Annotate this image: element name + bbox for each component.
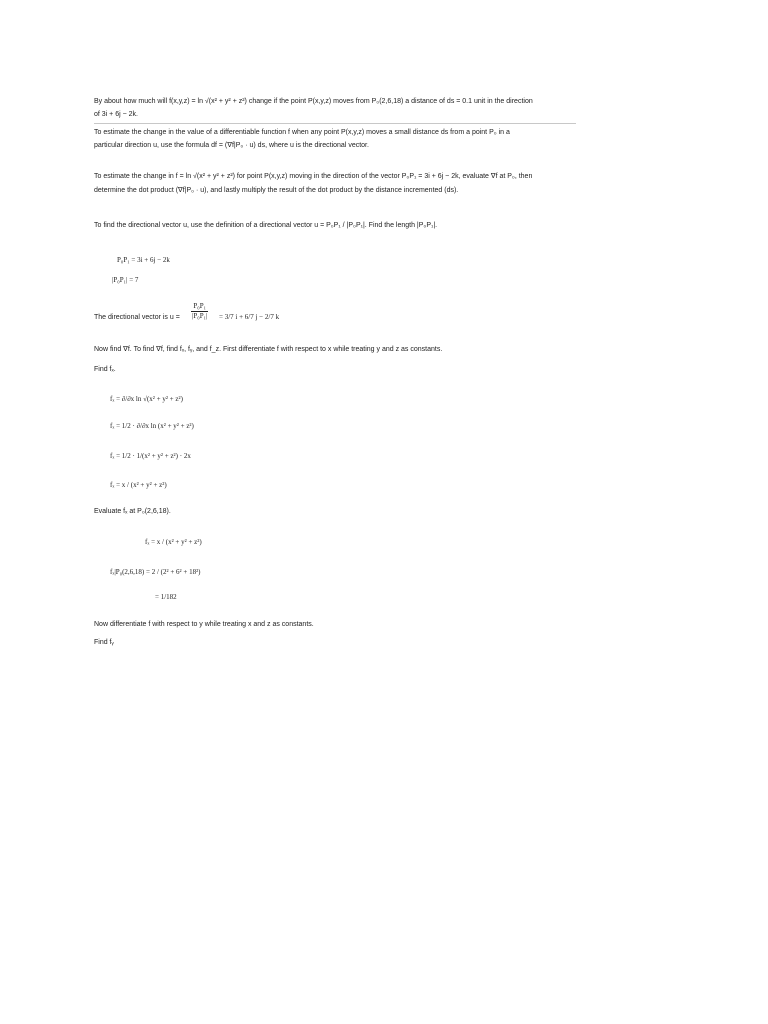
question-line-2: of 3i + 6j − 2k. [94,111,138,118]
dirvec-frac [191,302,208,321]
explanation-p5: Now differentiate f with respect to y while treating x and z as constants. [94,621,314,628]
dirvec-frac-num: P₀P₁ [191,302,208,312]
explanation-p2-line2: determine the dot product (∇f|P₀ · u), and lastly multiply the result of the dot product by the distance incremented (ds). [94,187,459,194]
evaluate-label: Evaluate fₓ at P₀(2,6,18). [94,508,171,515]
fx-step-3: fₓ = 1/2 · 1/(x² + y² + z²) · 2x [110,452,191,460]
question-line-1: By about how much will f(x,y,z) = ln √(x² + y² + z²) change if the point P(x,y,z) moves from P₀(2,6,18) a distance of ds = 0.1 unit in the direction [94,98,533,105]
explanation-p3: To find the directional vector u, use the definition of a directional vector u = P₀P₁ / |P₀P₁|. Find the length |P₀P₁|. [94,222,438,229]
dirvec-label: The directional vector is u = [94,314,180,321]
eval-step-2: fₓ|P₀(2,6,18) = 2 / (2² + 6² + 18²) [110,568,201,576]
explanation-p4: Now find ∇f. To find ∇f, find fₓ, fᵧ, and f_z. First differentiate f with respect to x while treating y and z as constants. [94,346,443,353]
dirvec-result: = 3/7 i + 6/7 j − 2/7 k [219,313,280,321]
find-fy-label: Find fᵧ [94,639,114,646]
fx-step-2: fₓ = 1/2 · ∂/∂x ln (x² + y² + z²) [110,422,194,430]
find-fx-label: Find fₓ. [94,366,116,373]
divider [94,123,576,124]
fx-step-1: fₓ = ∂/∂x ln √(x² + y² + z²) [110,395,183,403]
explanation-p1-line2: particular direction u, use the formula df = (∇f|P₀ · u) ds, where u is the directional vector. [94,142,369,149]
explanation-p1-line1: To estimate the change in the value of a differentiable function f when any point P(x,y,z) moves a small distance ds from a point P₀ in a [94,129,510,136]
dirvec-frac-den: |P₀P₁| [192,312,208,320]
explanation-p2-line1: To estimate the change in f = ln √(x² + y² + z²) for point P(x,y,z) moving in the direction of the vector P₀P₁ = 3i + 6j − 2k, evaluate ∇f at P₀, then [94,173,533,180]
eval-step-1: fₓ = x / (x² + y² + z²) [145,538,202,546]
eq-length: |P₀P₁| = 7 [112,276,139,284]
eval-step-3: = 1/182 [155,593,177,601]
fx-step-4: fₓ = x / (x² + y² + z²) [110,481,167,489]
eq-p0p1: P₀P₁ = 3i + 6j − 2k [117,256,170,264]
